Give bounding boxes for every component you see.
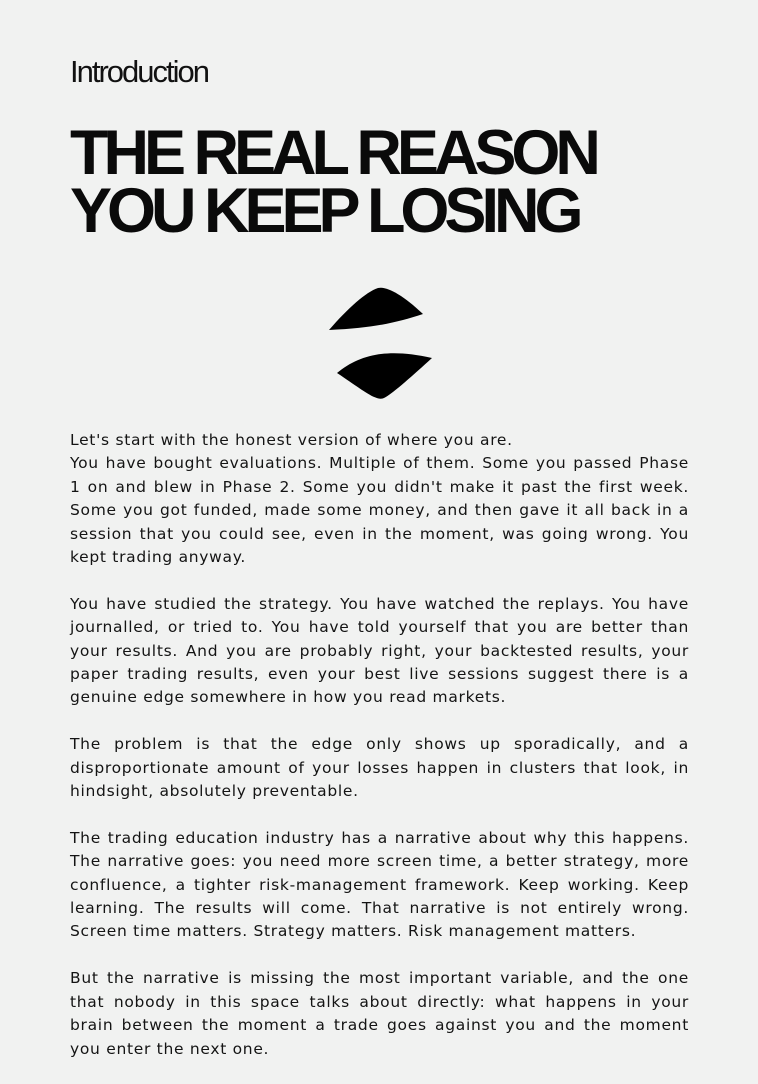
lower-leaf-shape bbox=[337, 353, 432, 398]
body-text bbox=[70, 429, 689, 1061]
body-paragraph-4: The problem is that the edge only shows up sporadically, and a disproportionate amount of your losses happen in clusters that look, in hindsight, absolutely preventable. bbox=[70, 735, 689, 801]
upper-leaf-shape bbox=[329, 288, 423, 330]
body-paragraph-1: Let's start with the honest version of where you are. bbox=[70, 431, 513, 449]
two-leaf-chevron-icon bbox=[326, 286, 436, 404]
page-title-line-2: YOU KEEP LOSING bbox=[70, 176, 579, 246]
body-paragraph-2: You have bought evaluations. Multiple of them. Some you passed Phase 1 on and blew in Phase 2. Some you didn't make it past the first week. Some you got funded, made some money, and then gave it all back in a session that you could see, even in the moment, was going wrong. You kept trading anyway. bbox=[70, 454, 689, 567]
page-title bbox=[70, 118, 710, 246]
body-paragraph-3: You have studied the strategy. You have watched the replays. You have journalled, or tried to. You have told yourself that you are better than your results. And you are probably right, your backtested results, your paper trading results, even your best live sessions suggest there is a genuine edge somewhere in how you read markets. bbox=[70, 594, 689, 707]
page-title-line-1: THE REAL REASON bbox=[70, 118, 596, 188]
body-paragraph-6: But the narrative is missing the most important variable, and the one that nobody in this space talks about directly: what happens in your brain between the moment a trade goes against you and the moment you enter the next one. bbox=[70, 969, 689, 1058]
body-paragraph-5: The trading education industry has a narrative about why this happens. The narrative goes: you need more screen time, a better strategy, more confluence, a tighter risk-management framework. Keep working. Keep learning. The results will come. That narrative is not entirely wrong. Screen time matters. Strategy matters. Risk management matters. bbox=[70, 828, 689, 941]
section-label: Introduction bbox=[70, 54, 208, 89]
